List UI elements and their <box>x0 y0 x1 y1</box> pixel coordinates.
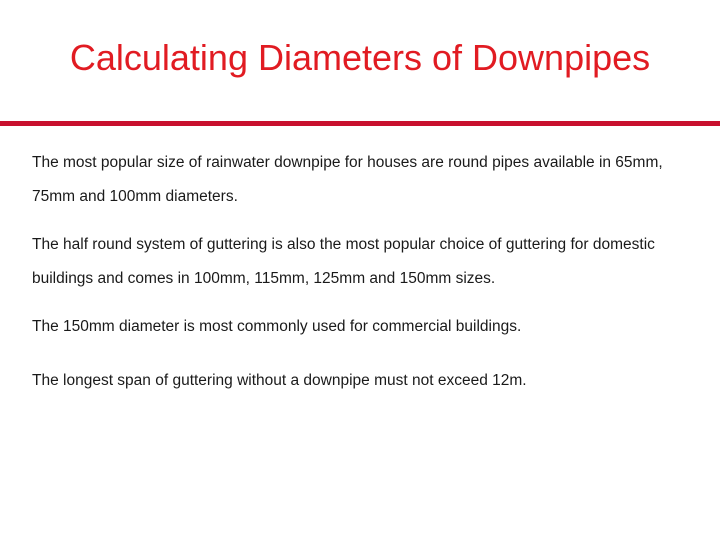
paragraph-downpipe-sizes: The most popular size of rainwater downpipe for houses are round pipes available in 65mm, 75mm and 100mm diameters. <box>32 154 663 205</box>
paragraph-commercial-diameter: The 150mm diameter is most commonly used for commercial buildings. <box>32 318 522 335</box>
title-divider <box>0 121 720 126</box>
slide-title: Calculating Diameters of Downpipes <box>69 37 651 78</box>
paragraph-half-round-guttering: The half round system of guttering is also the most popular choice of guttering for domestic buildings and comes in 100mm, 115mm, 125mm and 150mm sizes. <box>32 236 655 287</box>
paragraph-longest-span: The longest span of guttering without a downpipe must not exceed 12m. <box>32 372 527 389</box>
slide-body <box>32 146 702 398</box>
